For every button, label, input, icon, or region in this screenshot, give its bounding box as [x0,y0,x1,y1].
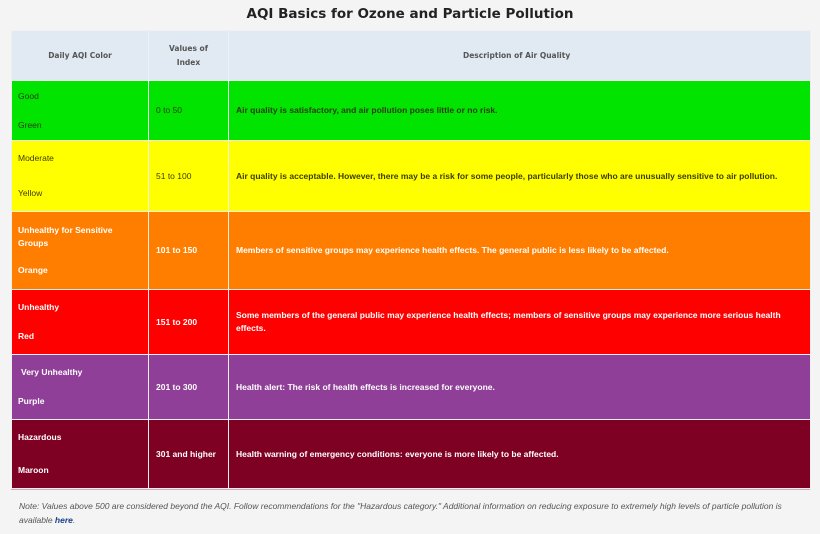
category-color: Maroon [18,465,49,475]
table-row-moderate [12,141,811,212]
aqi-table [11,30,811,489]
description: Health alert: The risk of health effects is increased for everyone. [229,355,811,420]
description: Members of sensitive groups may experience health effects. The general public is less likely to be affected. [229,212,811,290]
index-values: 101 to 150 [149,212,229,290]
footnote [11,489,810,529]
table-row-good [12,81,811,141]
header-daily-aqi-color: Daily AQI Color [12,31,149,81]
category-color: Orange [18,265,48,275]
category-cell [12,420,149,489]
footnote-suffix: . [72,515,76,525]
category-cell [12,355,149,420]
header-description: Description of Air Quality [229,31,811,81]
category-level: Hazardous [18,432,62,442]
description: Air quality is satisfactory, and air pollution poses little or no risk. [229,81,811,141]
index-values: 301 and higher [149,420,229,489]
description: Air quality is acceptable. However, there may be a risk for some people, particularly those who are unusually sensitive to air pollution. [229,141,811,212]
category-level: Good [18,90,39,101]
footnote-text: Note: Values above 500 are considered beyond the AQI. Follow recommendations for the "Hazardous category." Additional information on reducing exposure to extremely high levels of particle pollution is available [19,501,782,525]
header-values-line1: Values of [169,43,208,53]
category-level [18,224,142,250]
index-values: 0 to 50 [149,81,229,141]
category-level: Unhealthy [18,302,60,312]
category-level-line1: Unhealthy for Sensitive [18,225,113,235]
header-values-of-index [149,31,229,81]
category-level-line2: Groups [18,238,49,248]
category-cell [12,81,149,141]
table-row-unhealthy-sensitive [12,212,811,290]
table-row-unhealthy [12,290,811,355]
index-values: 51 to 100 [149,141,229,212]
category-color: Green [18,119,42,130]
description: Some members of the general public may experience health effects; members of sensitive groups may experience more serious health effects. [229,290,811,355]
category-cell [12,290,149,355]
index-values: 151 to 200 [149,290,229,355]
category-level: Moderate [18,153,54,163]
category-color: Red [18,331,35,341]
category-level: Very Unhealthy [21,367,83,377]
page-title: AQI Basics for Ozone and Particle Pollution [246,6,574,22]
table-header-row [12,31,811,81]
header-values-line2: Index [176,57,201,67]
category-color: Purple [18,396,45,406]
table-row-hazardous [12,420,811,489]
category-cell [12,141,149,212]
category-cell [12,212,149,290]
table-row-very-unhealthy [12,355,811,420]
category-color: Yellow [18,188,43,198]
description: Health warning of emergency conditions: everyone is more likely to be affected. [229,420,811,489]
index-values: 201 to 300 [149,355,229,420]
here-link[interactable]: here [54,515,73,525]
